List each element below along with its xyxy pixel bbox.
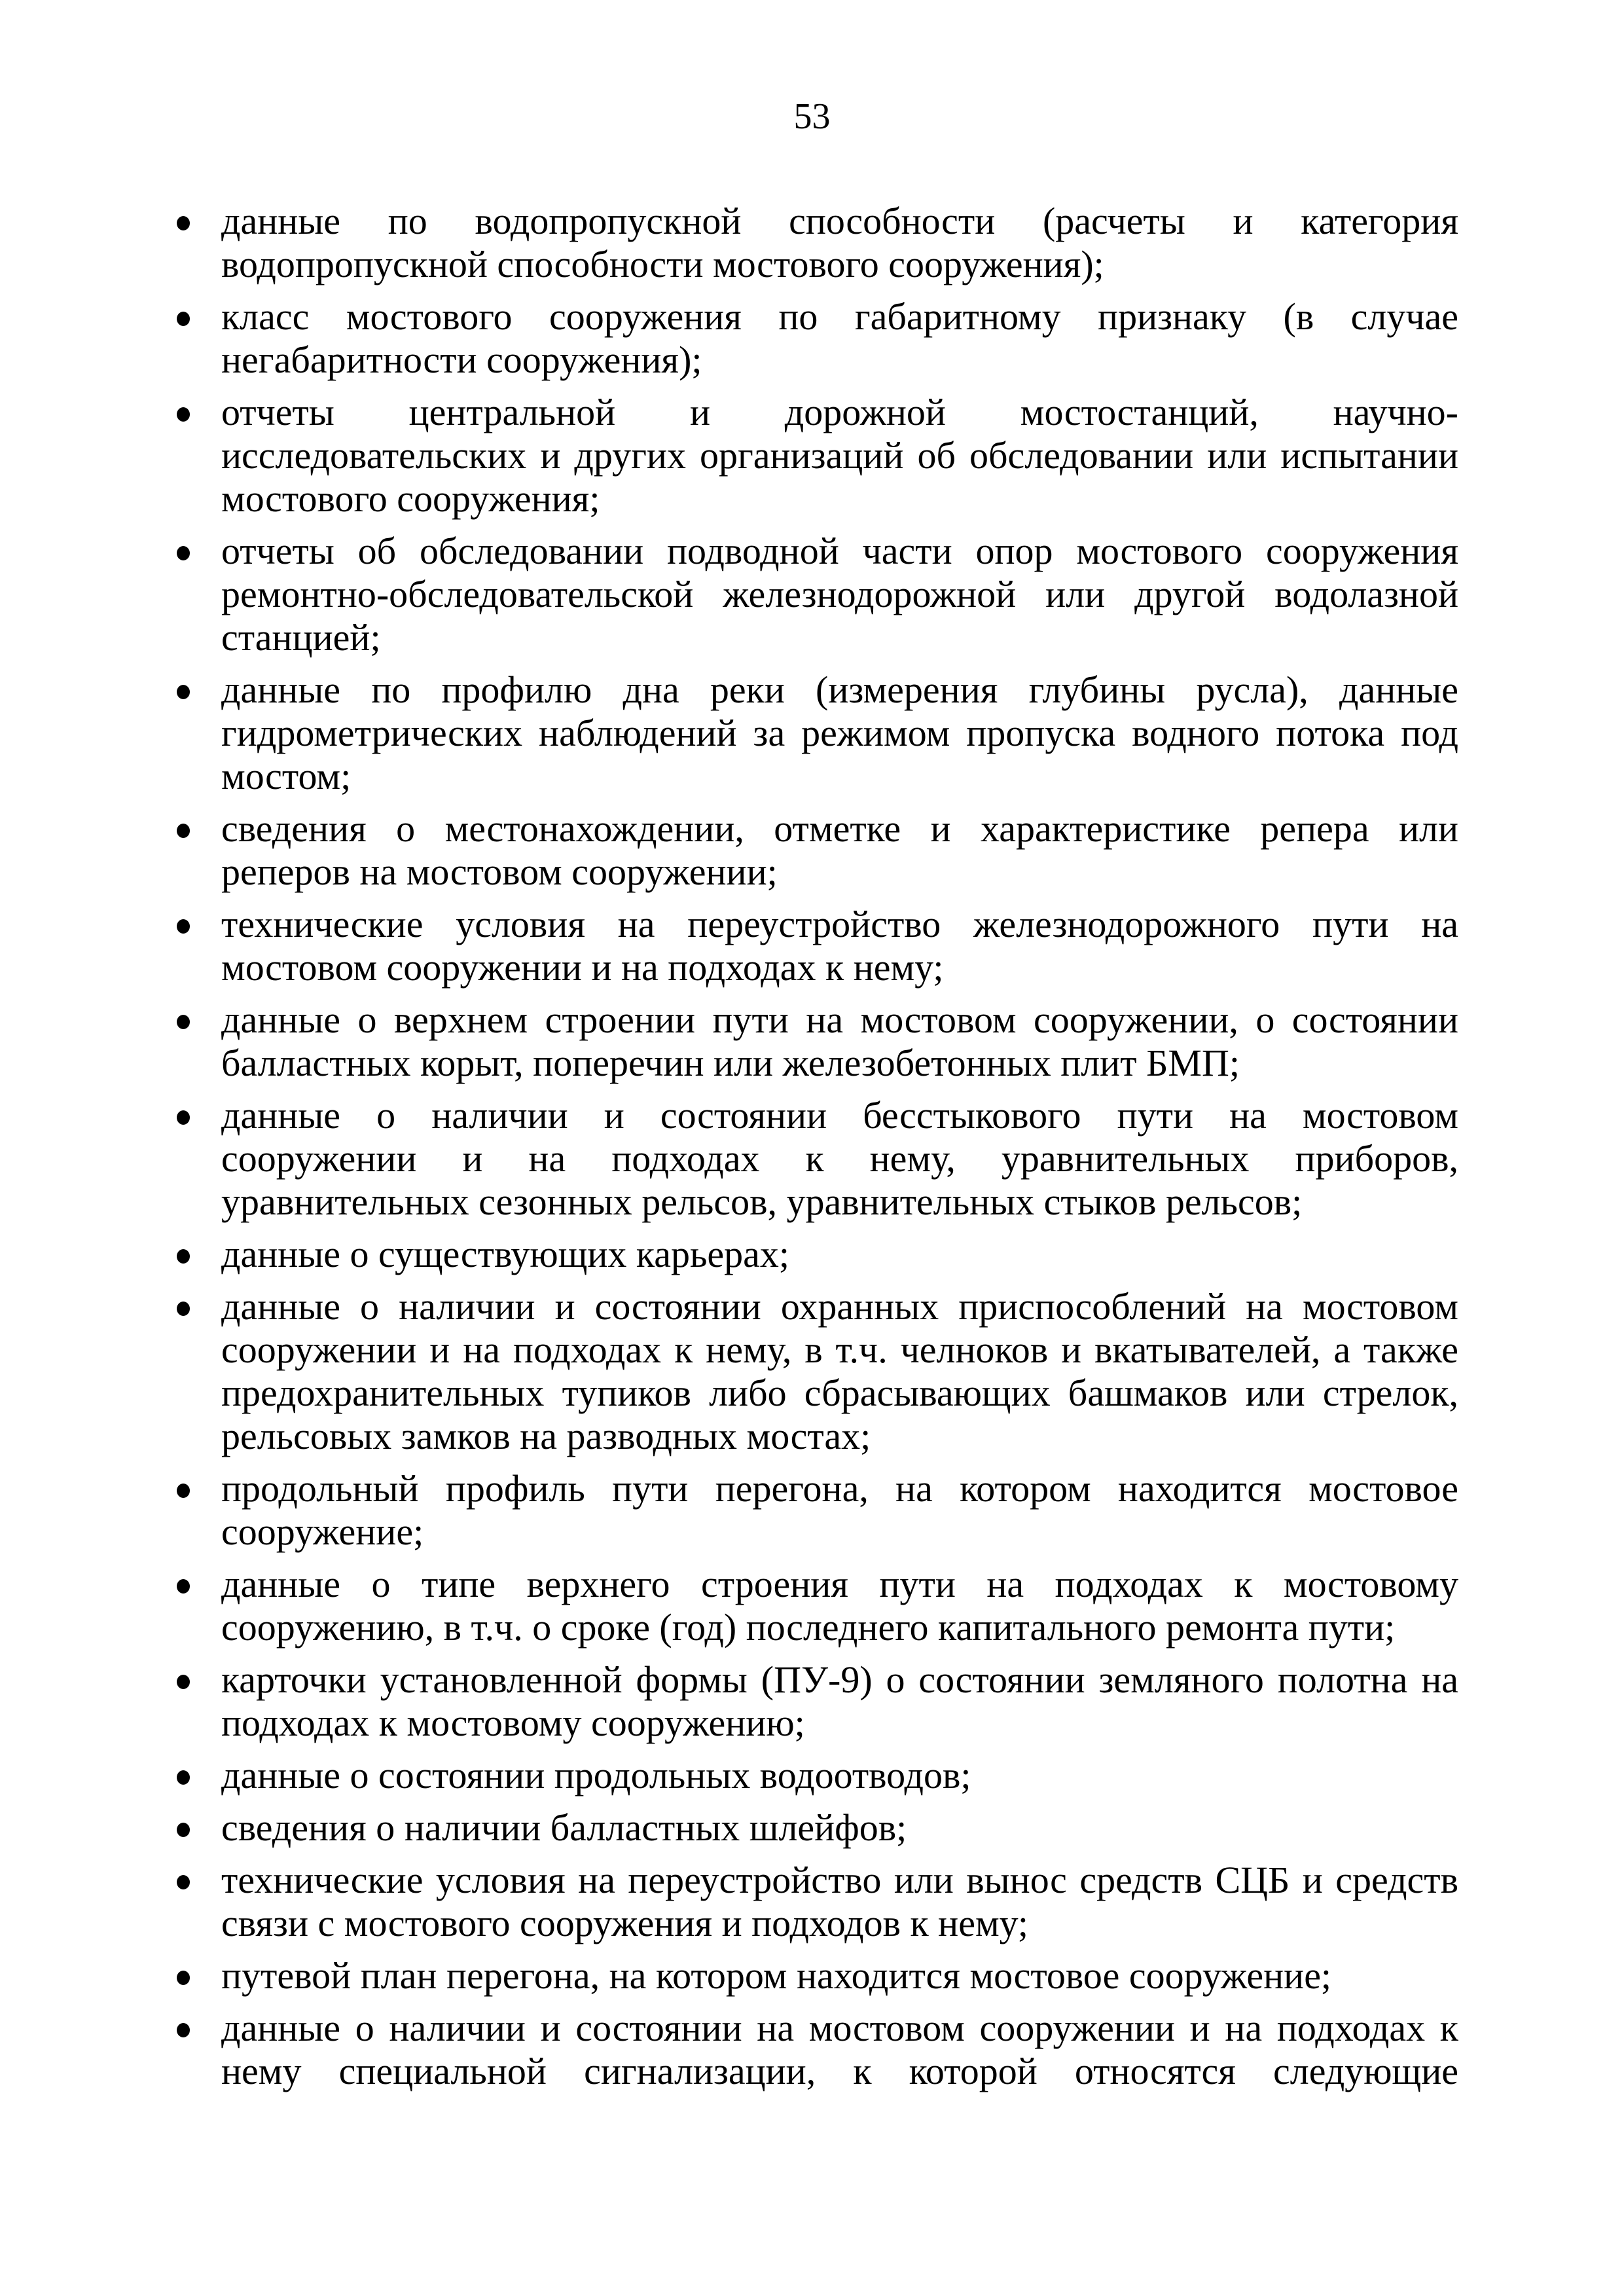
text-line: данные о состоянии продольных водоотводов;	[221, 1754, 971, 1796]
list-item	[221, 391, 1458, 520]
text-line: данные о верхнем строении пути на мостовом сооружении, о состоянии	[221, 998, 1458, 1041]
text-line: технические условия на переустройство железнодорожного пути на	[221, 903, 1458, 945]
list-item	[221, 668, 1458, 798]
text-line: продольный профиль пути перегона, на котором находится мостовое	[221, 1467, 1458, 1510]
list-item	[221, 1233, 1458, 1276]
bullet-icon	[177, 919, 190, 934]
list-item	[221, 1954, 1458, 1997]
text-line: класс мостового сооружения по габаритному признаку (в случае	[221, 295, 1458, 338]
text-line: уравнительных сезонных рельсов, уравнительных стыков рельсов;	[221, 1180, 1303, 1223]
text-line: исследовательских и других организаций об обследовании или испытании	[221, 434, 1458, 477]
list-item	[221, 1859, 1458, 1945]
text-line: отчеты об обследовании подводной части опор мостового сооружения	[221, 530, 1458, 572]
text-line: отчеты центральной и дорожной мостостанций, научно-	[221, 391, 1458, 433]
text-line: сведения о наличии балластных шлейфов;	[221, 1806, 907, 1849]
text-line: связи с мостового сооружения и подходов к нему;	[221, 1902, 1029, 1944]
list-item	[221, 1806, 1458, 1850]
text-line: сооружение;	[221, 1510, 424, 1553]
text-line: предохранительных тупиков либо сбрасывающих башмаков или стрелок,	[221, 1372, 1458, 1414]
text-line: балластных корыт, поперечин или железобетонных плит БМП;	[221, 1042, 1240, 1084]
bullet-icon	[177, 1675, 190, 1689]
bullet-icon	[177, 216, 190, 230]
bullet-icon	[177, 312, 190, 326]
text-line: ремонтно-обследовательской железнодорожной или другой водолазной	[221, 573, 1458, 615]
page-number: 53	[793, 96, 831, 137]
bullet-icon	[177, 1823, 190, 1837]
text-line: сооружению, в т.ч. о сроке (год) последнего капитального ремонта пути;	[221, 1606, 1396, 1649]
text-line: нему специальной сигнализации, к которой относятся следующие	[221, 2050, 1458, 2092]
bullet-icon	[177, 546, 190, 560]
text-line: данные о наличии и состоянии на мостовом сооружении и на подходах к	[221, 2007, 1458, 2049]
text-line: данные о наличии и состоянии бесстыкового пути на мостовом	[221, 1094, 1458, 1137]
list-item	[221, 1285, 1458, 1458]
list-item	[221, 1754, 1458, 1797]
text-line: данные по водопропускной способности (расчеты и категория	[221, 200, 1458, 242]
list-item	[221, 998, 1458, 1085]
text-line: мостом;	[221, 755, 352, 797]
list-item	[221, 1094, 1458, 1224]
text-line: сведения о местонахождении, отметке и характеристике репера или	[221, 807, 1458, 850]
list-item	[221, 1658, 1458, 1745]
bullet-icon	[177, 1302, 190, 1316]
list-item	[221, 530, 1458, 659]
list-item	[221, 903, 1458, 989]
text-line: гидрометрических наблюдений за режимом пропуска водного потока под	[221, 712, 1458, 754]
bullet-icon	[177, 407, 190, 422]
text-line: станцией;	[221, 616, 381, 659]
bullet-icon	[177, 1875, 190, 1889]
bullet-icon	[177, 2023, 190, 2037]
text-line: данные о наличии и состоянии охранных приспособлений на мостовом	[221, 1285, 1458, 1328]
text-line: карточки установленной формы (ПУ-9) о состоянии земляного полотна на	[221, 1658, 1458, 1701]
text-line: рельсовых замков на разводных мостах;	[221, 1415, 871, 1457]
bullet-icon	[177, 1249, 190, 1264]
bullet-list	[221, 200, 1458, 2102]
text-line: сооружении и на подходах к нему, в т.ч. челноков и вкатывателей, а также	[221, 1328, 1458, 1371]
text-line: технические условия на переустройство или вынос средств СЦБ и средств	[221, 1859, 1458, 1901]
list-item	[221, 807, 1458, 894]
list-item	[221, 2007, 1458, 2093]
list-item	[221, 295, 1458, 382]
text-line: реперов на мостовом сооружении;	[221, 850, 778, 893]
text-line: данные о типе верхнего строения пути на подходах к мостовому	[221, 1563, 1458, 1605]
text-line: путевой план перегона, на котором находится мостовое сооружение;	[221, 1954, 1332, 1997]
bullet-icon	[177, 1484, 190, 1498]
list-item	[221, 1563, 1458, 1649]
list-item	[221, 1467, 1458, 1554]
text-line: негабаритности сооружения);	[221, 338, 702, 381]
text-line: водопропускной способности мостового сооружения);	[221, 243, 1104, 285]
text-line: мостовом сооружении и на подходах к нему;	[221, 946, 944, 989]
text-line: данные по профилю дна реки (измерения глубины русла), данные	[221, 668, 1458, 711]
bullet-icon	[177, 824, 190, 838]
bullet-icon	[177, 1110, 190, 1125]
list-item	[221, 200, 1458, 286]
text-line: мостового сооружения;	[221, 477, 600, 520]
bullet-icon	[177, 1015, 190, 1029]
bullet-icon	[177, 685, 190, 699]
bullet-icon	[177, 1770, 190, 1785]
bullet-icon	[177, 1971, 190, 1985]
text-line: сооружении и на подходах к нему, уравнительных приборов,	[221, 1137, 1458, 1180]
text-line: подходах к мостовому сооружению;	[221, 1702, 805, 1744]
bullet-icon	[177, 1579, 190, 1594]
text-line: данные о существующих карьерах;	[221, 1233, 789, 1275]
